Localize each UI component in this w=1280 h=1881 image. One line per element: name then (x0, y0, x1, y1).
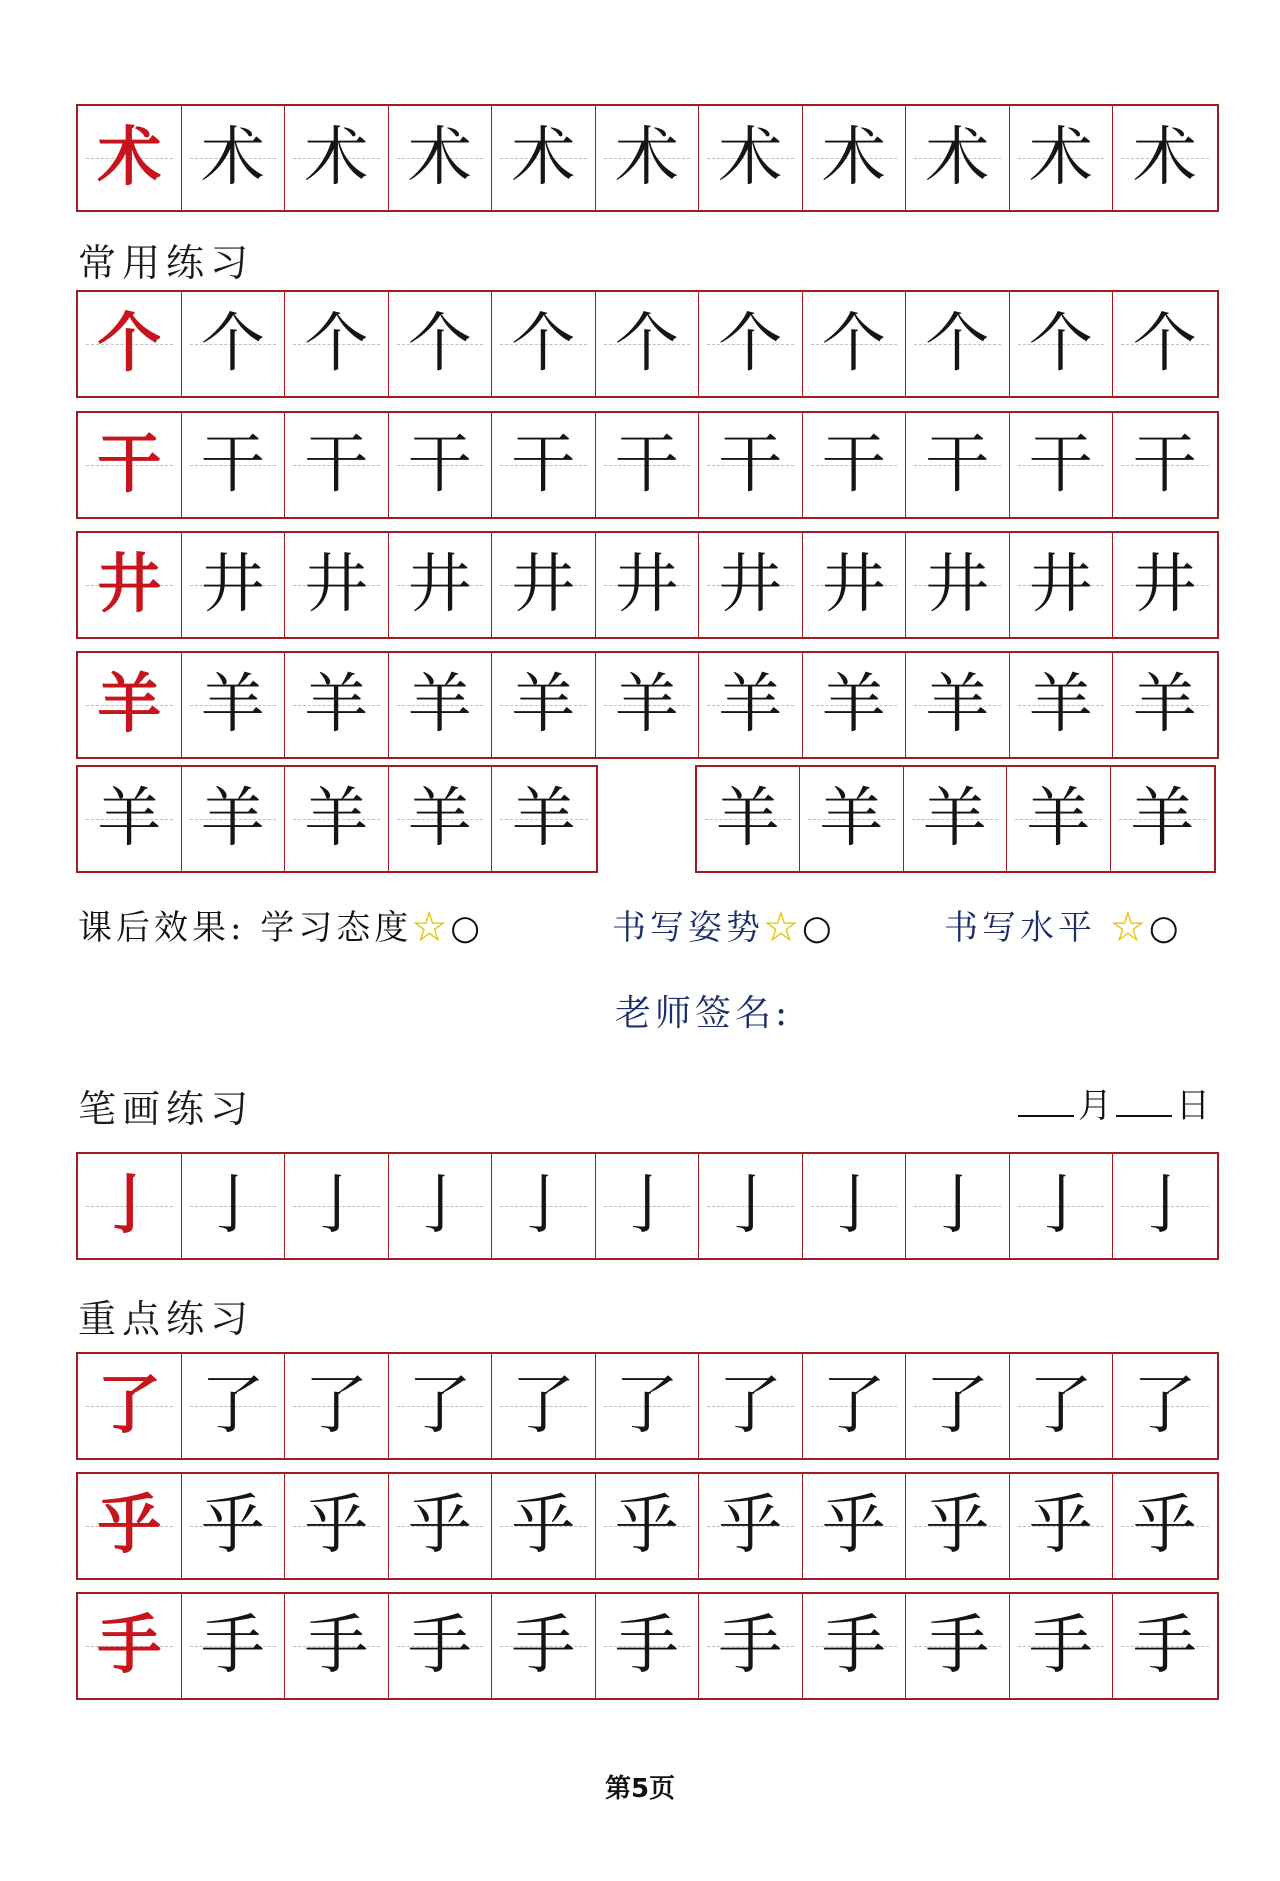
practice-cell: 亅 (389, 1154, 493, 1258)
practice-cell: 羊 (1113, 653, 1217, 757)
practice-cell: 个 (285, 292, 389, 396)
practice-cell: 井 (182, 533, 286, 637)
stroke-practice-label: 笔画练习 (78, 1087, 255, 1131)
practice-cell: 术 (596, 106, 700, 210)
practice-cell: 手 (1010, 1594, 1114, 1698)
practice-cell: 手 (596, 1594, 700, 1698)
month-label: 月 (1078, 1086, 1112, 1126)
practice-cell: 了 (1113, 1354, 1217, 1458)
practice-cell: 术 (906, 106, 1010, 210)
practice-cell: 亅 (1113, 1154, 1217, 1258)
practice-cell: 乎 (803, 1474, 907, 1578)
practice-cell: 术 (182, 106, 286, 210)
model-character: 个 (78, 292, 182, 396)
grid-row-hu (76, 1472, 1219, 1580)
practice-cell: 干 (906, 413, 1010, 517)
practice-cell: 亅 (803, 1154, 907, 1258)
practice-cell: 手 (285, 1594, 389, 1698)
practice-cell: 术 (1010, 106, 1114, 210)
model-character: 亅 (78, 1154, 182, 1258)
model-character: 手 (78, 1594, 182, 1698)
page-number: 第5页 (604, 1774, 676, 1804)
practice-cell: 术 (492, 106, 596, 210)
evaluation-posture (612, 900, 836, 949)
practice-cell: 亅 (492, 1154, 596, 1258)
level-label: 书写水平 (944, 908, 1096, 948)
practice-cell: 羊 (389, 653, 493, 757)
practice-cell: 羊 (182, 653, 286, 757)
practice-cell: 了 (389, 1354, 493, 1458)
practice-cell: 术 (389, 106, 493, 210)
model-character: 了 (78, 1354, 182, 1458)
practice-cell: 亅 (285, 1154, 389, 1258)
practice-cell: 了 (596, 1354, 700, 1458)
practice-cell: 干 (285, 413, 389, 517)
grid-row-stroke (76, 1152, 1219, 1260)
practice-cell: 干 (492, 413, 596, 517)
practice-cell: 井 (492, 533, 596, 637)
practice-cell: 个 (699, 292, 803, 396)
practice-cell: 个 (803, 292, 907, 396)
attitude-label: 学习态度 (260, 908, 413, 948)
practice-cell: 羊 (389, 767, 493, 871)
grid-group-left (76, 765, 598, 873)
practice-cell: 乎 (699, 1474, 803, 1578)
posture-label: 书写姿势 (612, 908, 764, 948)
practice-cell: 羊 (699, 653, 803, 757)
practice-cell: 乎 (1010, 1474, 1114, 1578)
practice-cell: 了 (1010, 1354, 1114, 1458)
practice-cell: 个 (389, 292, 493, 396)
practice-cell: 井 (1010, 533, 1114, 637)
practice-cell: 干 (1010, 413, 1114, 517)
key-practice-label: 重点练习 (78, 1297, 255, 1341)
practice-cell: 手 (699, 1594, 803, 1698)
practice-cell: 亅 (596, 1154, 700, 1258)
practice-cell: 乎 (389, 1474, 493, 1578)
practice-cell: 井 (699, 533, 803, 637)
practice-cell: 羊 (1007, 767, 1111, 871)
grid-row-shou (76, 1592, 1219, 1700)
practice-cell: 井 (803, 533, 907, 637)
practice-cell: 羊 (285, 767, 389, 871)
star-icon: ☆ (1110, 908, 1149, 948)
model-character: 术 (78, 106, 182, 210)
practice-cell: 干 (596, 413, 700, 517)
practice-cell: 术 (699, 106, 803, 210)
grid-row-gan (76, 411, 1219, 519)
practice-cell: 了 (182, 1354, 286, 1458)
practice-cell: 个 (1010, 292, 1114, 396)
model-character: 乎 (78, 1474, 182, 1578)
grid-row-yang-split (76, 765, 1216, 873)
practice-cell: 个 (182, 292, 286, 396)
circle-icon: ○ (1148, 908, 1183, 948)
grid-row-le (76, 1352, 1219, 1460)
model-character: 干 (78, 413, 182, 517)
date-field[interactable] (1018, 1078, 1210, 1127)
practice-cell: 羊 (906, 653, 1010, 757)
practice-cell: 羊 (182, 767, 286, 871)
practice-cell: 手 (906, 1594, 1010, 1698)
grid-row-ge (76, 290, 1219, 398)
evaluation-prefix: 课后效果: (78, 908, 246, 948)
practice-cell: 手 (803, 1594, 907, 1698)
practice-cell: 亅 (1010, 1154, 1114, 1258)
practice-cell: 井 (596, 533, 700, 637)
star-icon: ☆ (412, 908, 451, 948)
practice-cell: 手 (182, 1594, 286, 1698)
practice-cell: 干 (182, 413, 286, 517)
practice-cell: 羊 (492, 653, 596, 757)
practice-cell: 干 (699, 413, 803, 517)
grid-group-right (695, 765, 1217, 873)
practice-cell: 乎 (182, 1474, 286, 1578)
practice-cell: 个 (492, 292, 596, 396)
grid-row-jing (76, 531, 1219, 639)
evaluation-level (944, 900, 1182, 949)
circle-icon: ○ (802, 908, 836, 948)
practice-cell: 了 (906, 1354, 1010, 1458)
grid-row-shu (76, 104, 1219, 212)
practice-cell: 亅 (906, 1154, 1010, 1258)
practice-cell: 井 (906, 533, 1010, 637)
evaluation-attitude (78, 900, 484, 949)
practice-cell: 羊 (596, 653, 700, 757)
practice-cell: 乎 (285, 1474, 389, 1578)
practice-cell: 了 (285, 1354, 389, 1458)
practice-cell: 个 (1113, 292, 1217, 396)
practice-cell: 术 (285, 106, 389, 210)
practice-cell: 井 (285, 533, 389, 637)
practice-cell: 羊 (904, 767, 1008, 871)
practice-cell: 了 (803, 1354, 907, 1458)
practice-cell: 手 (389, 1594, 493, 1698)
practice-cell: 术 (1113, 106, 1217, 210)
practice-cell: 干 (1113, 413, 1217, 517)
circle-icon: ○ (450, 908, 484, 948)
day-blank[interactable] (1116, 1115, 1172, 1117)
practice-cell: 羊 (492, 767, 596, 871)
practice-cell: 乎 (492, 1474, 596, 1578)
common-practice-label: 常用练习 (78, 241, 255, 285)
practice-cell: 羊 (1111, 767, 1215, 871)
practice-cell: 羊 (697, 767, 801, 871)
practice-cell: 羊 (1010, 653, 1114, 757)
practice-cell: 羊 (803, 653, 907, 757)
practice-cell: 亅 (699, 1154, 803, 1258)
practice-cell: 乎 (596, 1474, 700, 1578)
grid-row-yang (76, 651, 1219, 759)
teacher-signature-label: 老师签名: (615, 993, 792, 1034)
practice-cell: 个 (596, 292, 700, 396)
practice-cell: 手 (492, 1594, 596, 1698)
practice-cell: 羊 (285, 653, 389, 757)
practice-cell: 了 (699, 1354, 803, 1458)
practice-cell: 亅 (182, 1154, 286, 1258)
practice-cell: 了 (492, 1354, 596, 1458)
practice-cell: 井 (1113, 533, 1217, 637)
practice-cell: 干 (389, 413, 493, 517)
practice-cell: 羊 (78, 767, 182, 871)
practice-cell: 手 (1113, 1594, 1217, 1698)
practice-cell: 个 (906, 292, 1010, 396)
practice-cell: 干 (803, 413, 907, 517)
model-character: 井 (78, 533, 182, 637)
star-icon: ☆ (764, 908, 802, 948)
practice-cell: 乎 (906, 1474, 1010, 1578)
practice-cell: 井 (389, 533, 493, 637)
practice-cell: 乎 (1113, 1474, 1217, 1578)
day-label: 日 (1176, 1086, 1210, 1126)
practice-cell: 术 (803, 106, 907, 210)
practice-cell: 羊 (800, 767, 904, 871)
month-blank[interactable] (1018, 1115, 1074, 1117)
model-character: 羊 (78, 653, 182, 757)
